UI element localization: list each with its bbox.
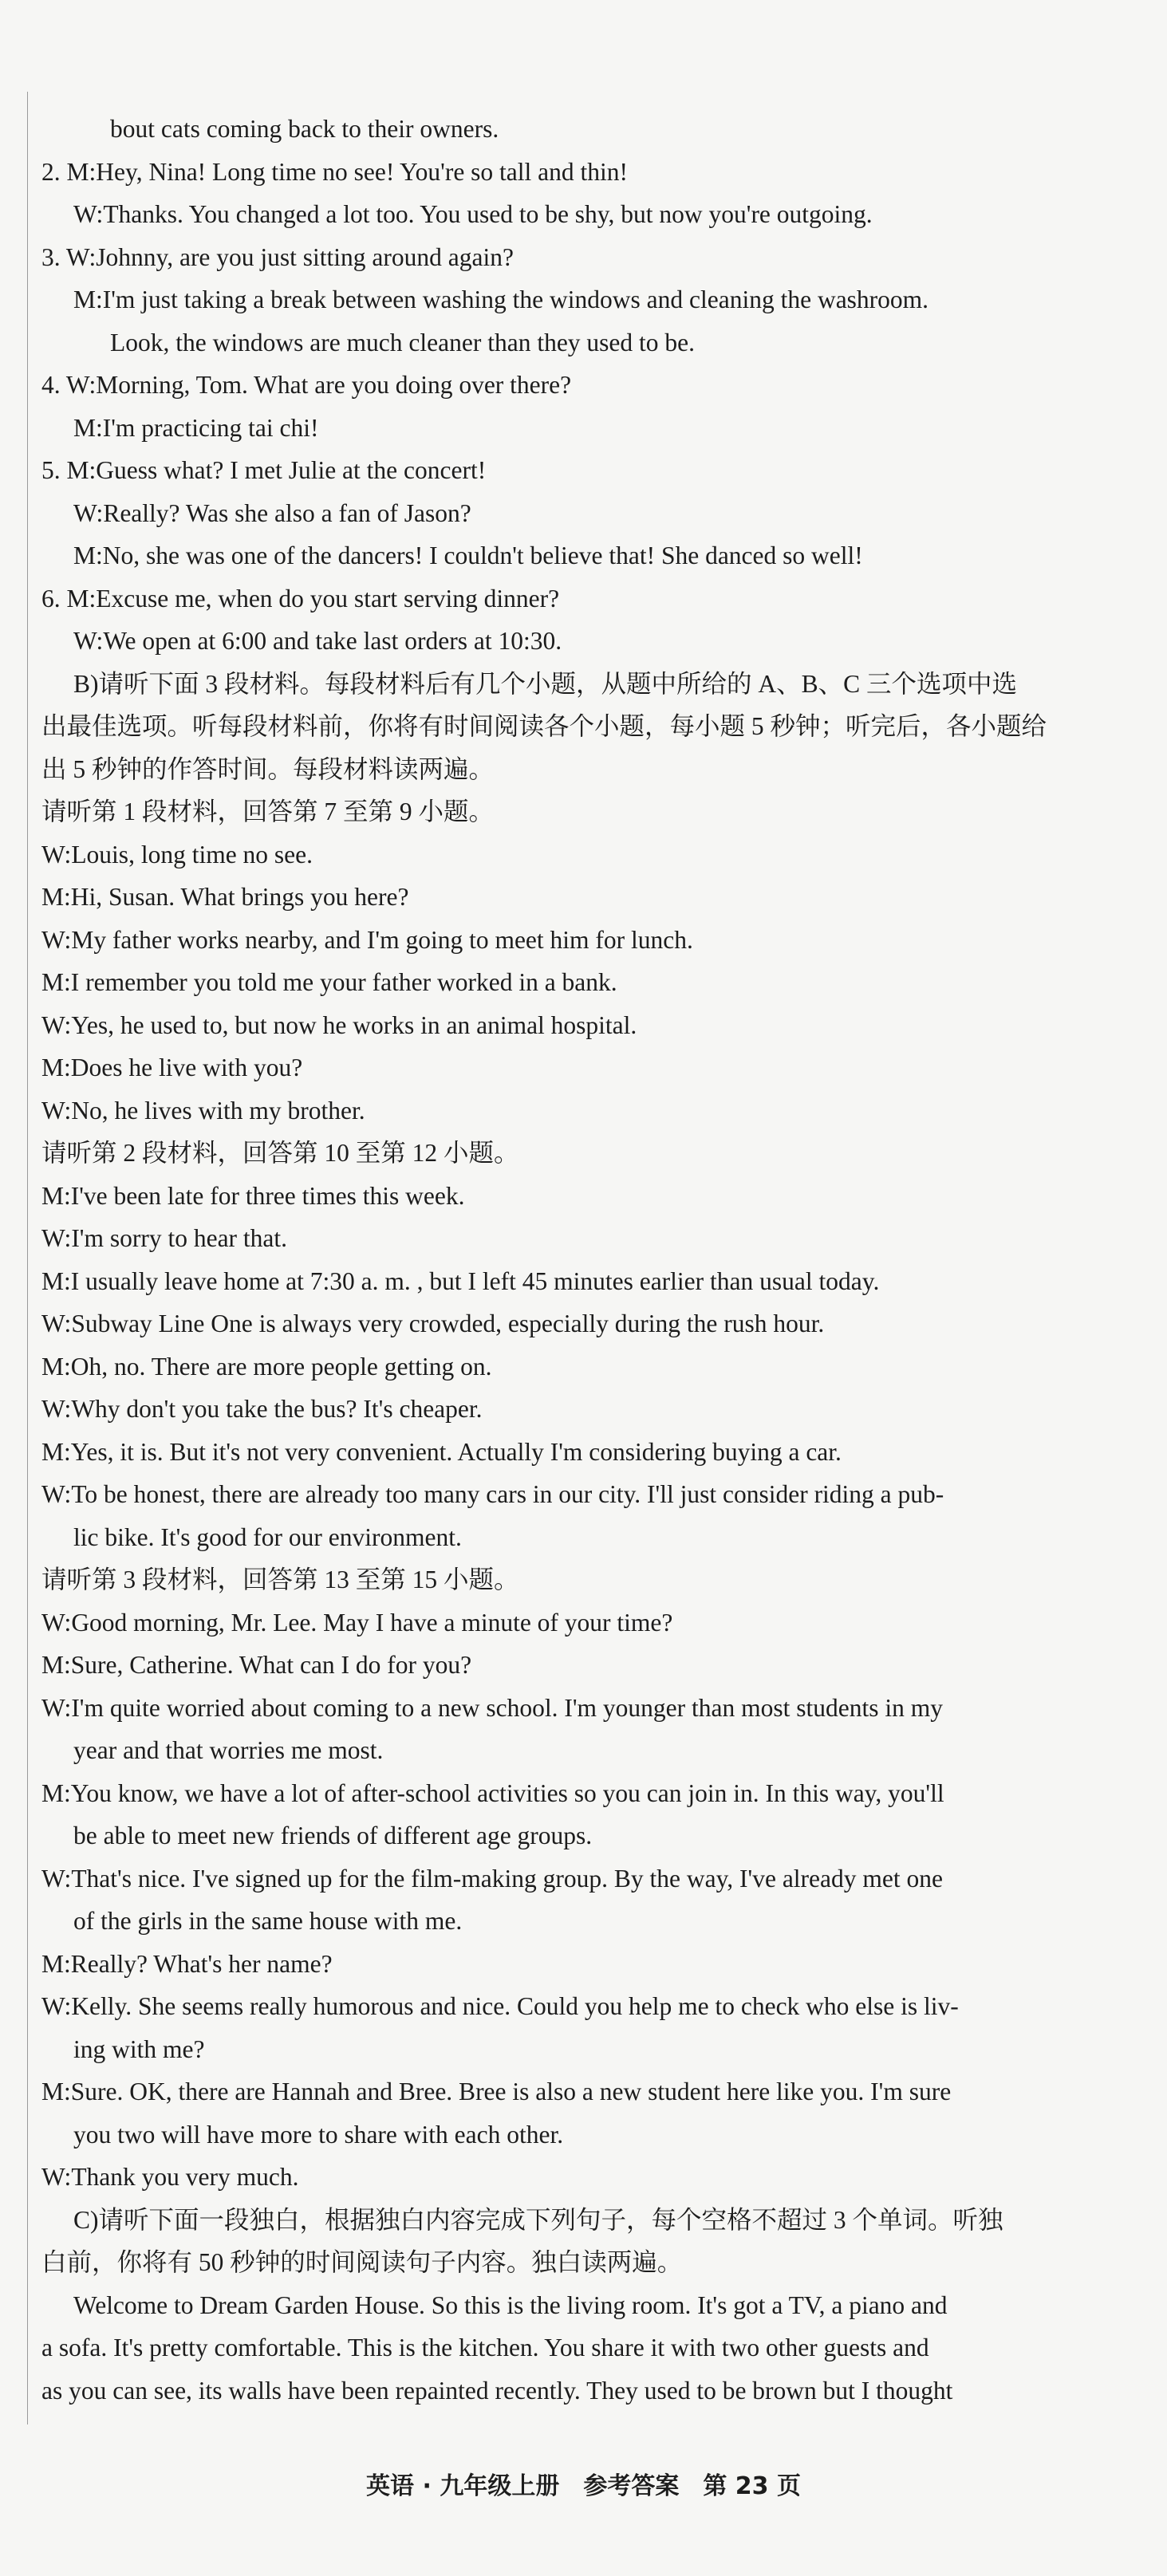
- text-line: a sofa. It's pretty comfortable. This is the kitchen. You share it with two other guests and: [41, 2334, 929, 2361]
- text-line: W:My father works nearby, and I'm going to meet him for lunch.: [41, 925, 693, 954]
- text-line: W:Thanks. You changed a lot too. You used to be shy, but now you're outgoing.: [73, 200, 873, 228]
- left-margin-rule: [27, 92, 28, 2424]
- text-line: W:I'm sorry to hear that.: [41, 1224, 288, 1252]
- text-line: be able to meet new friends of different age groups.: [73, 1822, 593, 1849]
- text-line: M:I'm just taking a break between washing the windows and cleaning the washroom.: [73, 286, 929, 313]
- text-line: W:I'm quite worried about coming to a new school. I'm younger than most students in my: [41, 1693, 943, 1722]
- text-line: W:Why don't you take the bus? It's cheaper.: [41, 1395, 483, 1423]
- text-line: lic bike. It's good for our environment.: [73, 1522, 462, 1551]
- text-line: W:Yes, he used to, but now he works in an animal hospital.: [41, 1010, 637, 1039]
- text-line: 请听第 3 段材料，回答第 13 至第 15 小题。: [41, 1566, 519, 1593]
- text-line: M:I'm practicing tai chi!: [73, 413, 319, 442]
- text-line: W:Kelly. She seems really humorous and nice. Could you help me to check who else is liv-: [41, 1992, 959, 2020]
- text-line: M:I've been late for three times this week.: [41, 1181, 465, 1210]
- text-line: ing with me?: [73, 2034, 205, 2063]
- text-line: W:No, he lives with my brother.: [41, 1096, 365, 1125]
- text-line: 请听第 1 段材料，回答第 7 至第 9 小题。: [41, 798, 495, 825]
- text-line: M:Sure. OK, there are Hannah and Bree. Bree is also a new student here like you. I'm sure: [41, 2078, 952, 2105]
- text-line: 出 5 秒钟的作答时间。每段材料读两遍。: [41, 754, 495, 783]
- text-line: you two will have more to share with each other.: [73, 2120, 564, 2149]
- page-footer: 英语 · 九年级上册 参考答案 第 23 页: [366, 2472, 801, 2500]
- text-line: 请听第 2 段材料，回答第 10 至第 12 小题。: [41, 1139, 519, 1167]
- text-line: W:Really? Was she also a fan of Jason?: [73, 498, 471, 527]
- text-line: W:Subway Line One is always very crowded, especially during the rush hour.: [41, 1310, 825, 1337]
- text-line: M:Does he live with you?: [41, 1054, 303, 1081]
- text-line: W:Louis, long time no see.: [41, 840, 313, 869]
- text-line: M:Oh, no. There are more people getting on.: [41, 1352, 492, 1381]
- text-line: W:We open at 6:00 and take last orders at 10:30.: [73, 627, 562, 655]
- text-line: as you can see, its walls have been repainted recently. They used to be brown but I thought: [41, 2376, 953, 2405]
- text-line: of the girls in the same house with me.: [73, 1907, 463, 1935]
- text-line: 3. W:Johnny, are you just sitting around again?: [41, 242, 514, 271]
- text-line: 4. W:Morning, Tom. What are you doing over there?: [41, 371, 572, 399]
- text-line: year and that worries me most.: [73, 1736, 384, 1764]
- answer-key-text: [41, 108, 1142, 2412]
- text-line: M:Sure, Catherine. What can I do for you?: [41, 1651, 472, 1679]
- text-line: 6. M:Excuse me, when do you start serving dinner?: [41, 584, 560, 612]
- text-line: M:I usually leave home at 7:30 a. m. , but I left 45 minutes earlier than usual today.: [41, 1266, 880, 1295]
- text-line: M:No, she was one of the dancers! I couldn't believe that! She danced so well!: [73, 542, 863, 569]
- text-line: M:Really? What's her name?: [41, 1949, 333, 1978]
- text-line: B)请听下面 3 段材料。每段材料后有几个小题，从题中所给的 A、B、C 三个选项中选: [73, 669, 1018, 698]
- text-line: M:I remember you told me your father worked in a bank.: [41, 968, 617, 996]
- text-line: 2. M:Hey, Nina! Long time no see! You're so tall and thin!: [41, 157, 629, 186]
- text-line: bout cats coming back to their owners.: [110, 115, 499, 143]
- text-line: W:Thank you very much.: [41, 2163, 299, 2191]
- text-line: C)请听下面一段独白，根据独白内容完成下列句子，每个空格不超过 3 个单词。听独: [73, 2205, 1003, 2234]
- text-line: W:That's nice. I've signed up for the film-making group. By the way, I've already met one: [41, 1864, 943, 1893]
- text-line: W:To be honest, there are already too many cars in our city. I'll just consider riding a pub-: [41, 1480, 944, 1508]
- text-line: 白前，你将有 50 秒钟的时间阅读句子内容。独白读两遍。: [41, 2248, 683, 2276]
- text-line: Welcome to Dream Garden House. So this is the living room. It's got a TV, a piano and: [73, 2290, 948, 2319]
- text-line: M:You know, we have a lot of after-school activities so you can join in. In this way, you'll: [41, 1778, 944, 1807]
- text-line: Look, the windows are much cleaner than they used to be.: [110, 328, 696, 356]
- text-line: W:Good morning, Mr. Lee. May I have a minute of your time?: [41, 1608, 673, 1637]
- text-line: 5. M:Guess what? I met Julie at the concert!: [41, 456, 487, 484]
- text-line: M:Hi, Susan. What brings you here?: [41, 883, 409, 911]
- text-line: 出最佳选项。听每段材料前，你将有时间阅读各个小题，每小题 5 秒钟；听完后，各小题给: [41, 712, 1047, 740]
- text-line: M:Yes, it is. But it's not very convenient. Actually I'm considering buying a car.: [41, 1437, 842, 1466]
